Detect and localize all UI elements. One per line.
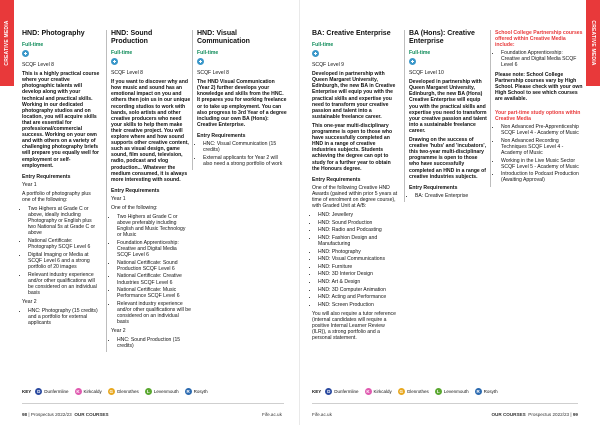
list-item: • Relevant industry experience and/or other qualifications will be considered on an individual basis — [117, 301, 191, 325]
course-sound-production — [106, 30, 191, 352]
scqf-level: SCQF Level 9 — [312, 62, 344, 69]
key-name: Rosyth — [483, 389, 498, 394]
course-title: HND: Sound Production — [111, 30, 153, 45]
course-visual-communication — [192, 30, 287, 170]
course-ba-creative-enterprise — [312, 30, 398, 344]
glenrothes-icon: G — [399, 389, 404, 394]
section-tab-label: CREATIVE MEDIA — [590, 20, 596, 66]
full-time-icon — [22, 50, 29, 57]
entry-list — [22, 308, 100, 326]
partnership-heading: School College Partnership courses offered within Creative Media include: — [495, 30, 583, 49]
course-intro: Developed in partnership with Queen Margaret University, Edinburgh, the new BA in Creative Enterprise will equip you with the practical skills and expertise you need to transform your creative passion and talent into a sustainable freelance career. — [312, 71, 396, 120]
scqf-level: SCQF Level 8 — [111, 70, 143, 77]
list-item: • Foundation Apprenticeship: Creative and Digital Media SCQF Level 6 — [117, 240, 191, 258]
list-item: • HND: Fashion Design and Manufacturing — [318, 235, 398, 247]
list-item: • Relevant industry experience and/or other qualifications will be considered on an individual basis — [28, 272, 100, 296]
glenrothes-icon: G — [109, 389, 114, 394]
scqf-level: SCQF Level 8 — [22, 62, 54, 69]
footer-rule — [22, 403, 284, 404]
full-time-icon — [312, 50, 319, 57]
list-item: • Working in the Live Music Sector SCQF Level 5 - Academy of Music — [501, 158, 583, 170]
campus-key-right — [312, 388, 504, 395]
course-title: HND: Visual Communication — [197, 30, 250, 45]
section-label: OUR COURSES — [74, 412, 109, 417]
key-label: KEY — [312, 389, 322, 394]
rosyth-icon: R — [476, 389, 480, 394]
course-intro: Developed in partnership with Queen Margaret University, Edinburgh, the new BA (Hons) Creative Enterprise will equip you with the practical skills and expertise you need to transform your creative passion and talent into a sustainable freelance career. — [409, 79, 487, 134]
entry-heading: Entry Requirements — [409, 184, 458, 191]
page-number: 99 — [572, 412, 578, 417]
prospectus-label: Prospectus 2022/23 — [528, 412, 570, 417]
list-item: • HND: Screen Production — [318, 302, 398, 308]
course-intro: If you want to discover why and how music and sound has an emotional impact on you and others then join us in our unique recording studios to work with bands, solo artists and other creative producers who need your skills to help them make their creative project. You will explore where and how sound supports other creative content, such as visual design, game sound, film sound, television, radio, podcast and vlog production... Whatever the medium consumed, it is always more interesting with sound. — [111, 79, 191, 183]
course-ba-hons-creative-enterprise — [404, 30, 489, 202]
entry-list — [312, 212, 398, 308]
section-tab-right — [586, 0, 600, 86]
list-item: • HND: Visual Communications — [318, 256, 398, 262]
list-item: • HND: 3D Computer Animation — [318, 287, 398, 293]
course-intro: This is a highly practical course where your creative photographic talents will develop along with your technical and practical skills. Working in our dedicated photography studios and on location, you will acquire skills that are essential for professional/commercial success. Working on your own and with others on a variety of challenging photography briefs will prepare you equally well for employment or self-employment. — [22, 71, 100, 169]
prospectus-label: Prospectus 2022/23 — [30, 412, 72, 417]
key-name: Glenrothes — [116, 389, 139, 394]
partnership-note: Please note: School College Partnership courses vary by High School. Please check with your own High School to see which courses are available. — [495, 71, 583, 102]
course-photography — [22, 30, 100, 329]
list-item: • Non Advanced Recording Techniques SCQF Level 4 - Academy of Music — [501, 138, 583, 156]
footer-rule — [312, 403, 578, 404]
entry-text: You will also require a tutor reference (internal candidates will require a positive Internal Learner Review (ILR)), a strong portfolio and a personal statement. — [312, 310, 396, 342]
levenmouth-icon: L — [145, 388, 152, 395]
key-name: Rosyth — [193, 389, 208, 394]
course-title: BA (Hons): Creative Enterprise — [409, 30, 475, 45]
full-time-label: Full-time — [197, 50, 219, 56]
list-item: • HNC: Visual Communication (15 credits) — [203, 141, 287, 153]
list-item: • Two Highers at Grade C or above, ideally including Photography or English plus two National 5s at Grade C or above — [28, 206, 100, 236]
full-time-icon — [409, 58, 416, 65]
list-item: • HND: Furniture — [318, 264, 398, 270]
entry-list — [111, 214, 191, 325]
course-text: Drawing on the success of creative 'hubs' and 'incubators', this two-year multi-disciplinary programme is open to those who have successfully completed an HND in a range of creative industries subjects. — [409, 137, 487, 180]
footer-right: OUR COURSES Prospectus 2022/23 | 99 — [491, 412, 578, 417]
list-item: • BA: Creative Enterprise — [415, 193, 489, 199]
year-label: Year 1 — [111, 195, 126, 202]
section-tab-left — [0, 0, 14, 86]
entry-list — [22, 206, 100, 296]
part-time-heading: Your part-time study options within Creative Media — [495, 110, 581, 123]
partnership-and-part-time — [490, 30, 583, 187]
key-name: Dunfermline — [334, 389, 359, 394]
list-item: • HNC: Sound Production (15 credits) — [117, 337, 191, 349]
key-label: KEY — [22, 389, 32, 394]
list-item: • HND: Sound Production — [318, 220, 398, 226]
footer-url-right[interactable]: Fife.ac.uk — [312, 412, 332, 417]
list-item: • HND: Jewellery — [318, 212, 398, 218]
course-title: HND: Photography — [22, 30, 85, 37]
entry-text: One of the following: — [111, 204, 158, 211]
entry-heading: Entry Requirements — [312, 176, 361, 183]
course-title: BA: Creative Enterprise — [312, 30, 391, 37]
footer-left: 98 | Prospectus 2022/23 OUR COURSES — [22, 412, 109, 417]
entry-heading: Entry Requirements — [111, 187, 160, 194]
list-item: • HND: Acting and Performance — [318, 294, 398, 300]
key-name: Levenmouth — [443, 389, 469, 394]
list-item: • Digital Imaging or Media at SCQF Level 6 and a strong portfolio of 20 images — [28, 252, 100, 270]
year-label: Year 1 — [22, 181, 37, 188]
list-item: • External applicants for Year 2 will also need a strong portfolio of work — [203, 155, 287, 167]
key-name: Kirkcaldy — [373, 389, 392, 394]
full-time-label: Full-time — [111, 50, 133, 56]
full-time-icon — [197, 58, 204, 65]
rosyth-icon: R — [186, 389, 190, 394]
list-item: • National Certificate: Sound Production SCQF Level 6 — [117, 260, 191, 272]
key-name: Levenmouth — [153, 389, 179, 394]
list-item: • HNC: Photography (15 credits) and a portfolio for external applicants — [28, 308, 100, 326]
entry-text: A portfolio of photography plus one of the following: — [22, 190, 91, 203]
entry-list — [197, 141, 287, 167]
list-item: • National Certificate: Music Performance SCQF Level 6 — [117, 287, 191, 299]
dunfermline-icon: D — [37, 389, 41, 394]
list-item: • HND: Radio and Podcasting — [318, 227, 398, 233]
page-spine — [299, 0, 300, 425]
kirkcaldy-icon: K — [76, 389, 80, 394]
full-time-label: Full-time — [22, 42, 44, 48]
dunfermline-icon: D — [327, 389, 331, 394]
year-label: Year 2 — [111, 328, 126, 335]
part-time-list — [495, 124, 583, 183]
entry-text: One of the following Creative HND Awards (gained within prior 5 years at time of enrolment on degree course), with Graded Unit at A/B: — [312, 184, 398, 210]
key-name: Kirkcaldy — [83, 389, 102, 394]
footer-url-left[interactable]: Fife.ac.uk — [262, 412, 282, 417]
year-label: Year 2 — [22, 298, 37, 305]
scqf-level: SCQF Level 8 — [197, 70, 229, 77]
scqf-level: SCQF Level 10 — [409, 70, 444, 77]
key-name: Dunfermline — [44, 389, 69, 394]
list-item: • HND: 3D Interior Design — [318, 271, 398, 277]
full-time-label: Full-time — [409, 50, 431, 56]
full-time-label: Full-time — [312, 42, 334, 48]
campus-key-left — [22, 388, 214, 395]
list-item: • HND: Photography — [318, 249, 398, 255]
list-item: • Introduction to Podcast Production (Awaiting Approval) — [501, 171, 583, 183]
levenmouth-icon: L — [435, 388, 442, 395]
list-item: • HND: Art & Design — [318, 279, 398, 285]
list-item: • Non Advanced Pre-Apprenticeship SCQF Level 4 - Academy of Music — [501, 124, 583, 136]
page-number: 98 — [22, 412, 28, 417]
list-item: • Two Highers at Grade C or above preferably including English and Music Technology or Music — [117, 214, 191, 238]
full-time-icon — [111, 58, 118, 65]
list-item: • Foundation Apprenticeship: Creative and Digital Media SCQF Level 6 — [501, 50, 583, 68]
entry-heading: Entry Requirements — [197, 132, 246, 139]
section-tab-label: CREATIVE MEDIA — [4, 20, 10, 66]
list-item: • National Certificate: Creative Industries SCQF Level 6 — [117, 273, 191, 285]
key-name: Glenrothes — [406, 389, 429, 394]
course-text: This one-year multi-disciplinary programme is open to those who have successfully completed an HND in a range of creative industries subjects. Students achieving the degree can opt to study for a further year to obtain the Honours degree. — [312, 122, 393, 172]
list-item: • National Certificate: Photography SCQF Level 6 — [28, 238, 100, 250]
entry-list — [409, 193, 489, 199]
section-label: OUR COURSES — [491, 412, 526, 417]
entry-list — [111, 337, 191, 349]
kirkcaldy-icon: K — [366, 389, 370, 394]
partnership-list — [495, 50, 583, 68]
course-intro: The HND Visual Communication (Year 2) further develops your knowledge and skills from the HNC. It prepares you for working freelance or to take up employment. You can also progress to 3rd Year of a degree including our own BA (Hons): Creative Enterprise. — [197, 79, 287, 128]
entry-heading: Entry Requirements — [22, 173, 71, 180]
